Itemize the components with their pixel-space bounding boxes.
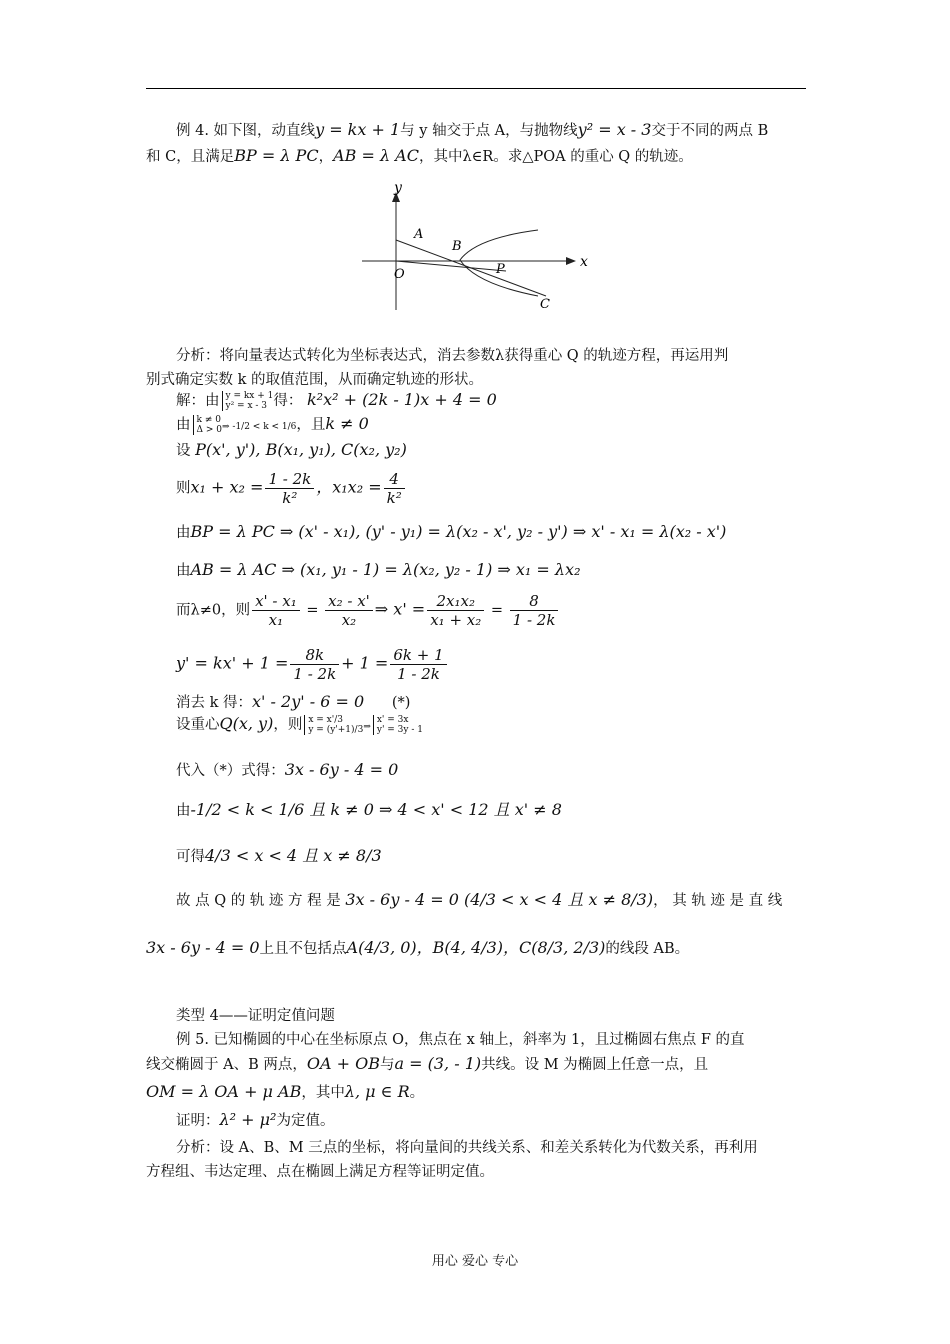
denominator: x₁ [268,611,284,629]
numerator: 6k + 1 [390,646,446,665]
figure-graph [356,180,596,320]
header-rule [146,88,806,89]
math: a = (3, - 1) [394,1054,482,1073]
math: AB = λ AC [333,146,419,165]
math: -1/2 < k < 1/6 且 k ≠ 0 ⇒ 4 < x' < 12 且 x' ≠ 8 [190,800,562,819]
fraction [390,646,446,683]
sol-line6 [176,560,581,581]
ex5-analysis-line1: 分析：设 A、B、M 三点的坐标，将向量间的共线关系、和差关系转化为代数关系，再利用 [176,1140,758,1156]
ex4-text: ，其中λ∈R。求△POA 的重心 Q 的轨迹。 [418,149,693,165]
x-axis-arrow-icon [566,257,576,265]
equation-tag: (*) [391,695,411,711]
sol-text: ， 其 轨 迹 是 直 线 [653,893,783,909]
ex5-text: 。 [409,1085,425,1101]
sys-row: y² = x - 3 [225,401,268,411]
math: P(x', y'), B(x₁, y₁), C(x₂, y₂) [195,440,407,459]
fraction [290,646,339,683]
ex5-line3 [146,1082,424,1103]
ex5-text: 线交椭圆于 A、B 两点， [146,1057,307,1073]
fraction [427,592,484,629]
fraction [325,592,373,629]
ex4-text: 例 4. 如下图，动直线 [176,123,316,139]
sol-text: 可得 [176,849,205,865]
page-footer: 用心 爱心 专心 [431,1254,519,1269]
sol-text: ，则 [273,717,303,733]
centroid-system [304,715,363,735]
denominator: 1 - 2k [293,665,337,683]
sys-row: y' = 3y - 1 [376,725,423,735]
sol-text: 由 [176,417,191,433]
math: y' = kx' + 1 = [176,653,289,673]
fraction [384,470,405,507]
line-OP [396,261,506,271]
numerator: x' - x₁ [252,592,300,611]
ex4-text: 交于不同的两点 B [651,123,769,139]
sol-line10: 设重心Q(x, y)，则 x = x'/3 y = (y'+1)/3 ⇒ x' = 3x y' = 3y - 1 [176,714,423,735]
denominator: k² [282,489,298,507]
math: ，x₁x₂ = [316,477,382,497]
math: BP = λ PC [234,146,319,165]
sol-text: 由 [176,563,191,579]
ex4-text: 和 C，且满足 [146,149,235,165]
math: ⇒ -1/2 < k < 1/6 [222,422,297,432]
ex4-line2: 和 C，且满足BP = λ PC，AB = λ AC，其中λ∈R。求△POA 的重心 Q 的轨迹。 [146,146,693,165]
sol-text: 则 [176,480,191,497]
label-O: O [394,267,405,282]
math: ⇒ x' = [374,599,426,619]
sol-line11 [176,760,398,781]
sys-row: y = kx + 1 [225,391,274,401]
sol-line4 [176,470,407,507]
ex5-analysis-line2: 方程组、韦达定理、点在椭圆上满足方程等证明定值。 [146,1164,494,1180]
sol-text: 而λ≠0，则 [176,602,251,619]
math: 4/3 < x < 4 且 x ≠ 8/3 [205,846,382,865]
sol-line5 [176,522,726,543]
math: y² = x - 3 [577,120,652,139]
label-C: C [540,297,550,312]
ex5-text: 与 [379,1057,395,1073]
numerator: 1 - 2k [265,470,314,489]
label-x: x [580,254,588,270]
math: x₁ + x₂ = [190,477,264,497]
sol-line3 [176,440,407,461]
numerator: 8k [290,646,339,665]
denominator: 1 - 2k [512,611,556,629]
fraction [510,592,559,629]
math: A(4/3, 0)，B(4, 4/3)，C(8/3, 2/3) [346,938,606,957]
sol-text: 的线段 AB。 [605,941,690,957]
sys-row: k ≠ 0 [196,415,221,425]
sol-text: 代入（*）式得： [176,763,285,779]
math: 3x - 6y - 4 = 0 [146,938,260,957]
system-eq [222,391,274,411]
math: Q(x, y) [219,714,274,733]
sol-line15 [146,938,689,959]
denominator: k² [386,489,402,507]
sol-text: 由 [176,525,191,541]
math: x' - 2y' - 6 = 0 [252,692,365,711]
sol-line7: 而λ≠0，则 $\frac{\text{x' - x₁}}{\text{x₁}}$ = $\frac{\text{x₂ - x'}}{\text{x₂}}$ ⇒ x' = $\frac{\text{2x₁x₂}}{\text{x₁ + x₂}}$ = $\frac{8}{1 - 2k}$ [176,592,560,629]
sol-text: 设 [176,443,191,459]
ex5-text: ，其中 [301,1085,345,1101]
math: y = kx + 1 [315,120,401,139]
sol-text: 解：由 [176,393,220,409]
sys-row: x = x'/3 [308,715,343,725]
sol-line9 [176,692,410,713]
denominator: x₂ [341,611,357,629]
solved-system [373,715,423,735]
ex5-text: 共线。设 M 为椭圆上任意一点，且 [481,1057,709,1073]
ex4-text: 与 y 轴交于点 A，与抛物线 [400,123,578,139]
sol-text: 上且不包括点 [259,941,347,957]
label-y: y [394,180,402,196]
sol-text: 消去 k 得： [176,695,253,711]
sol-line13 [176,846,382,867]
sol-text: 故 点 Q 的 轨 迹 方 程 是 [176,893,341,909]
ex5-line1: 例 5. 已知椭圆的中心在坐标原点 O，焦点在 x 轴上，斜率为 1，且过椭圆右焦点 F 的直 [176,1032,745,1048]
math: k ≠ 0 [325,414,369,433]
math: k²x² + (2k - 1)x + 4 = 0 [306,390,497,409]
label-B: B [452,239,462,254]
math: BP = λ PC ⇒ (x' - x₁), (y' - y₁) = λ(x₂ - x', y₂ - y') ⇒ x' - x₁ = λ(x₂ - x') [190,522,727,541]
analysis-line1: 分析：将向量表达式转化为坐标表达式，消去参数λ获得重心 Q 的轨迹方程，再运用判 [176,348,729,364]
fraction [265,470,314,507]
math: OM = λ OA + μ AB [146,1082,302,1101]
condition-system [193,415,223,435]
math: AB = λ AC ⇒ (x₁, y₁ - 1) = λ(x₂, y₂ - 1) ⇒ x₁ = λx₂ [190,560,581,579]
sys-row: Δ > 0 [196,425,222,435]
denominator: 1 - 2k [397,665,440,683]
sol-text: ，且 [296,417,326,433]
math: OA + OB [306,1054,380,1073]
sol-line2 [176,414,369,435]
sol-line14 [176,890,782,911]
ex4-line1 [176,120,768,141]
math: + 1 = [341,653,389,673]
sol-line1 [176,390,497,411]
sol-line12 [176,800,562,821]
type4-title: 类型 4——证明定值问题 [176,1008,335,1024]
sol-text: 得： [273,393,303,409]
numerator: 8 [510,592,559,611]
sol-text: 由 [176,803,191,819]
label-P: P [496,262,505,277]
ex5-text: 证明： [176,1113,220,1129]
ex5-line2 [146,1054,708,1075]
math: 3x - 6y - 4 = 0 [284,760,399,779]
math: 3x - 6y - 4 = 0 (4/3 < x < 4 且 x ≠ 8/3) [345,890,654,909]
numerator: 4 [384,470,405,489]
denominator: x₁ + x₂ [430,611,482,629]
sol-text: 设重心 [176,717,220,733]
math: λ, μ ∈ R [344,1082,410,1101]
numerator: x₂ - x' [325,592,373,611]
fraction [252,592,300,629]
label-A: A [414,227,424,242]
math: λ² + μ² [219,1110,277,1129]
ex5-line4 [176,1110,334,1131]
analysis-line2: 别式确定实数 k 的取值范围，从而确定轨迹的形状。 [146,372,484,388]
ex5-text: 为定值。 [276,1113,335,1129]
sys-row: x' = 3x [376,715,409,725]
sol-line8 [176,646,449,683]
numerator: 2x₁x₂ [427,592,484,611]
sys-row: y = (y'+1)/3 [308,725,364,735]
